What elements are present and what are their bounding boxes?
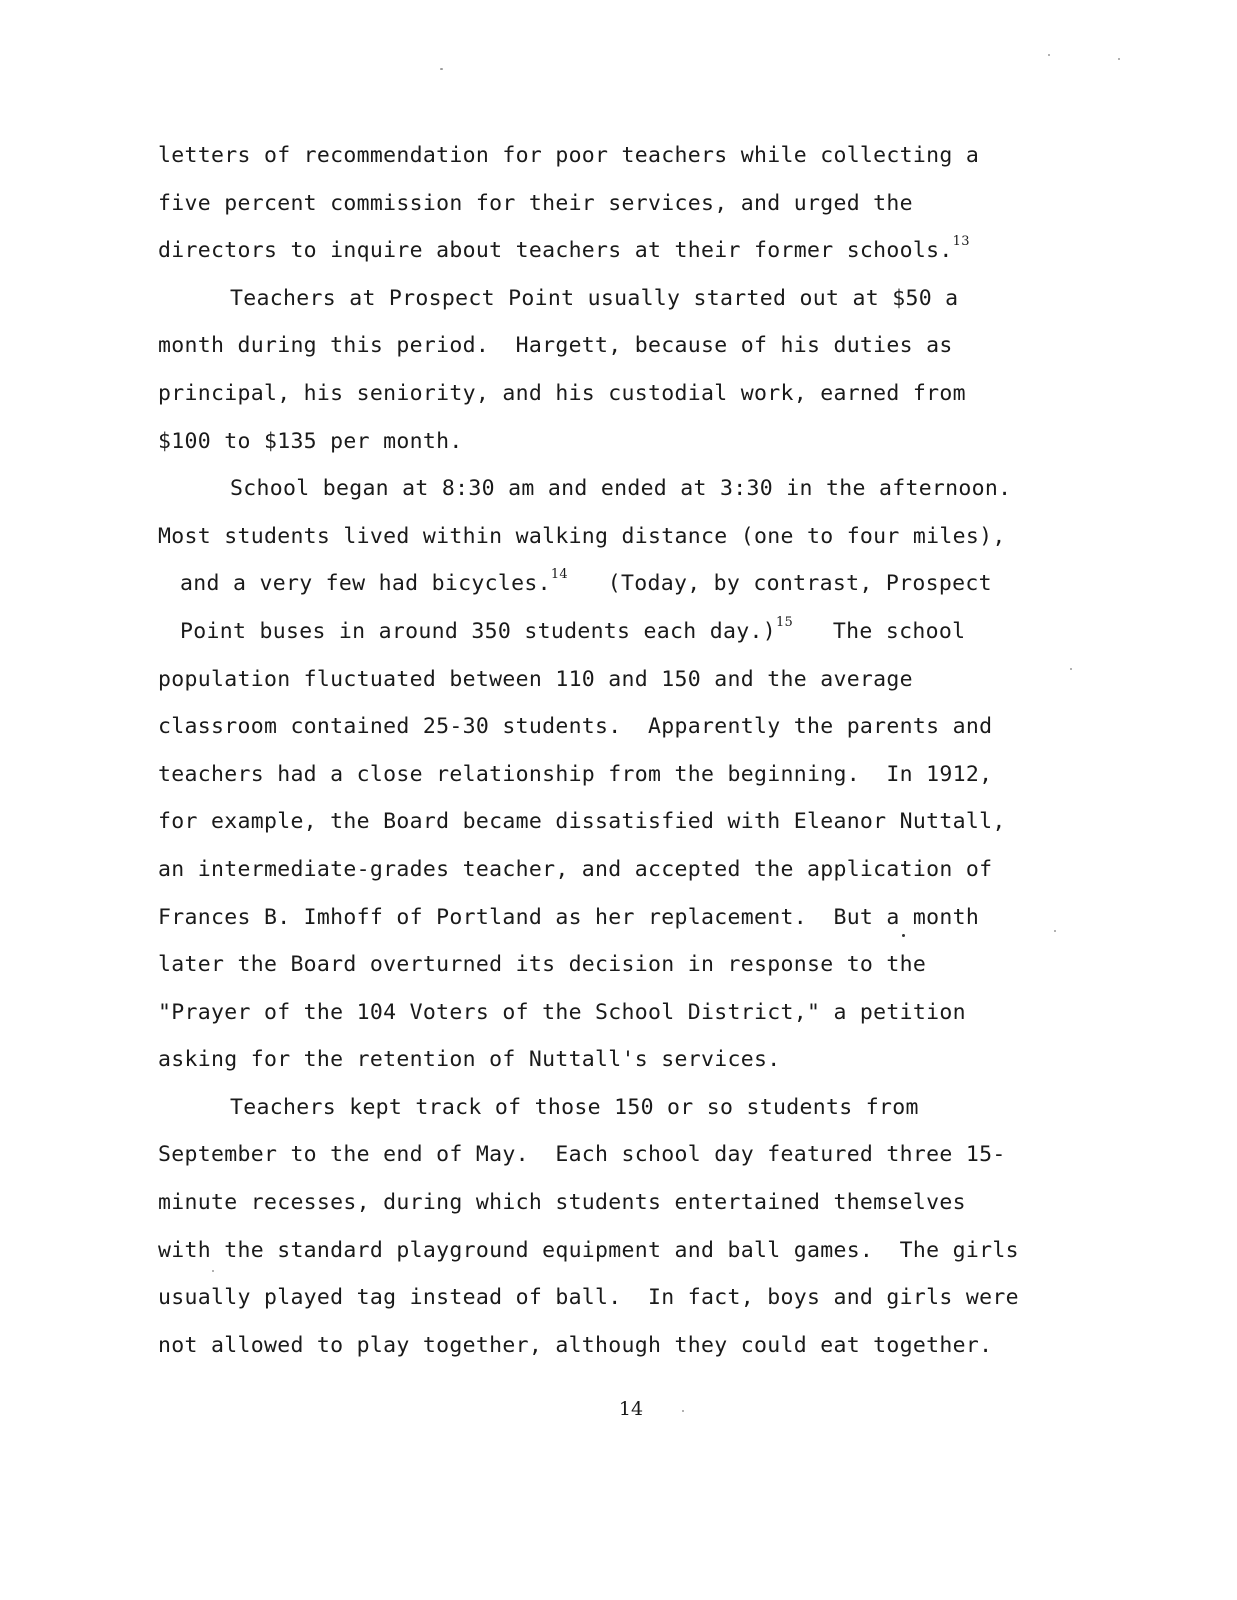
text-line: Teachers at Prospect Point usually started out at $50 a (230, 285, 959, 311)
text-line: not allowed to play together, although they could eat together. (158, 1332, 993, 1358)
text-line: with the standard playground equipment and ball games. The girls (158, 1237, 1019, 1263)
text-line: five percent commission for their services, and urged the (158, 190, 913, 216)
scan-speck (1070, 668, 1072, 670)
scan-speck (212, 1270, 214, 1272)
text-line: usually played tag instead of ball. In fact, boys and girls were (158, 1285, 1019, 1311)
text-line: letters of recommendation for poor teachers while collecting a (158, 143, 980, 168)
scan-speck (682, 1410, 684, 1412)
text-line: principal, his seniority, and his custodial work, earned from (158, 380, 966, 406)
text-line: Teachers kept track of those 150 or so students from (230, 1094, 919, 1120)
text-line (158, 608, 1108, 656)
scan-speck (1054, 930, 1056, 932)
text-line: September to the end of May. Each school day featured three 15- (158, 1142, 1006, 1168)
scan-speck (1048, 54, 1050, 56)
scan-speck (902, 934, 905, 937)
text-line-continuation: The school (793, 618, 966, 644)
text-line: $100 to $135 per month. (158, 428, 463, 454)
page-number: 14 (618, 1398, 644, 1420)
scan-speck (440, 68, 443, 70)
footnote-ref-15: 15 (775, 614, 794, 630)
text-line: Most students lived within walking distance (one to four miles), (158, 523, 1006, 549)
text-line: Frances B. Imhoff of Portland as her replacement. But a month (158, 904, 980, 930)
text-line: School began at 8:30 am and ended at 3:30 in the afternoon. (230, 476, 1012, 502)
text-line: classroom contained 25-30 students. Apparently the parents and (158, 714, 993, 740)
text-line (158, 560, 1108, 608)
text-line: later the Board overturned its decision in response to the (158, 952, 927, 978)
text-line: an intermediate-grades teacher, and accepted the application of (158, 856, 993, 882)
text-line: minute recesses, during which students entertained themselves (158, 1190, 966, 1216)
footnote-ref-14: 14 (550, 567, 568, 583)
text-line-content: Point buses in around 350 students each day.) (180, 618, 776, 644)
text-line-content: directors to inquire about teachers at their former schools. (158, 238, 953, 264)
text-line: "Prayer of the 104 Voters of the School District," a petition (158, 999, 966, 1025)
scan-speck (1118, 58, 1120, 60)
text-line: population fluctuated between 110 and 150 and the average (158, 666, 913, 692)
text-line: month during this period. Hargett, because of his duties as (158, 333, 953, 359)
text-line (158, 227, 1108, 275)
text-line: asking for the retention of Nuttall's services. (158, 1047, 781, 1073)
text-line: teachers had a close relationship from the beginning. In 1912, (158, 761, 993, 787)
text-line: for example, the Board became dissatisfied with Eleanor Nuttall, (158, 809, 1006, 835)
text-line-continuation: (Today, by contrast, Prospect (568, 571, 992, 597)
footnote-ref-13: 13 (952, 234, 970, 250)
body-text (158, 132, 1108, 1369)
text-line-content: and a very few had bicycles. (180, 571, 551, 597)
